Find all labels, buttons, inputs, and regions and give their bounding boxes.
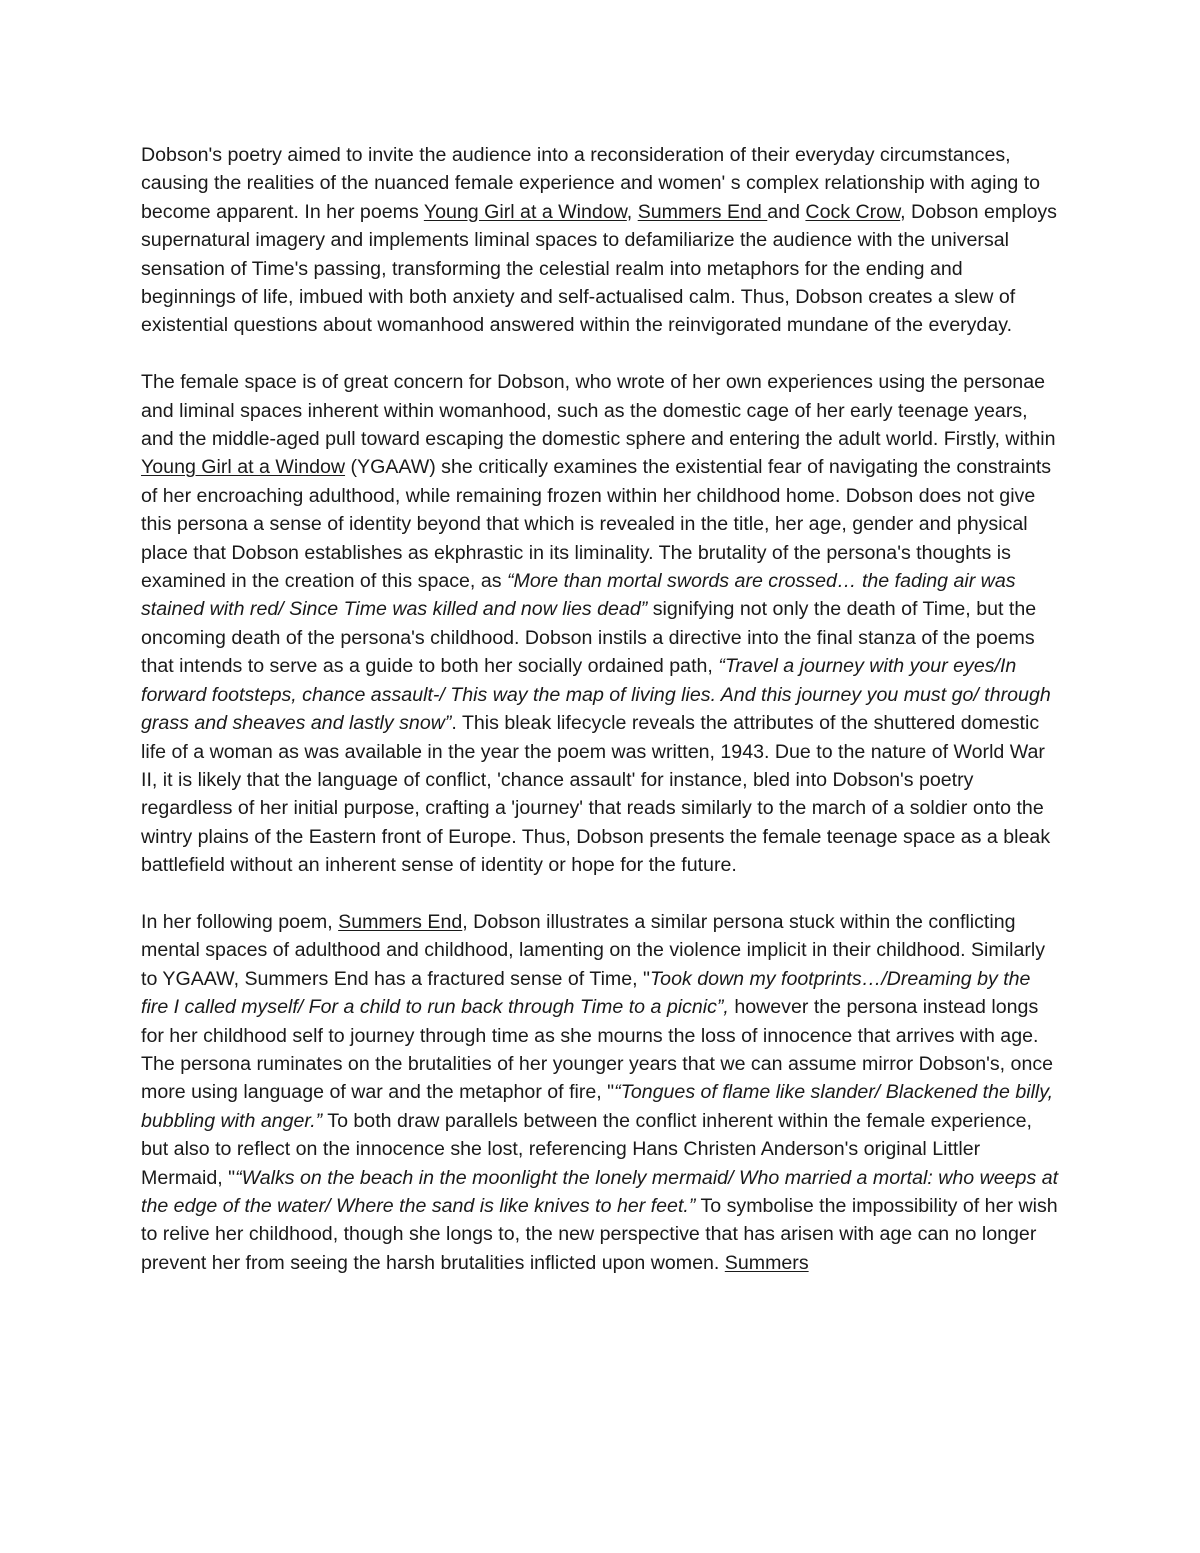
text-run: signifying not only the death of Time, but the oncoming death of the persona's childhood. Dobson instils a directive into the final stanza of the poems that intends to serve as a guide to both her socially ordained path, — [141, 598, 1037, 678]
quotation: “More than mortal swords are crossed… the fading air was stained with red/ Since Time was killed and now lies dead” — [141, 570, 1016, 621]
quotation: “Travel a journey with your eyes/In forward footsteps, chance assault-/ This way the map of living lies. And this journey you must go/ through grass and sheaves and lastly snow” — [141, 655, 1051, 735]
text-run: , Dobson employs supernatural imagery and implements liminal spaces to defamiliarize the audience with the universal sensation of Time's passing, transforming the celestial realm into metaphors for the ending and beginnings of life, imbued with both anxiety and self-actualised calm. Thus, Dobson creates a slew of existential questions about womanhood answered within the reinvigorated mundane of the everyday. — [141, 200, 1057, 337]
poem-title: Cock Crow — [805, 200, 901, 223]
paragraph-3 — [141, 908, 1061, 1277]
quotation: “Walks on the beach in the moonlight the lonely mermaid/ Who married a mortal: who weeps at the edge of the water/ Where the sand is like knives to her feet.” — [141, 1166, 1059, 1217]
text-run: In her following poem, — [141, 910, 339, 933]
text-run: , Dobson illustrates a similar persona stuck within the conflicting mental spaces of adulthood and childhood, lamenting on the violence implicit in their childhood. Similarly to YGAAW, Summers End has a fractured sense of Time, " — [141, 910, 1046, 990]
poem-title: Summers — [724, 1251, 809, 1274]
poem-title: Young Girl at a Window — [423, 200, 627, 223]
poem-title: Summers End — [338, 910, 463, 933]
text-run: The female space is of great concern for Dobson, who wrote of her own experiences using the personae and liminal spaces inherent within womanhood, such as the domestic cage of her early teenage years, and the middle-aged pull toward escaping the domestic sphere and entering the adult world. Firstly, within — [141, 371, 1056, 451]
paragraph-2 — [141, 368, 1061, 879]
text-run: however the persona instead longs for her childhood self to journey through time as she mourns the loss of innocence that arrives with age. The persona ruminates on the brutalities of her younger years that we can assume mirror Dobson's, once more using language of war and the metaphor of fire, " — [141, 996, 1054, 1104]
quotation: Took down my footprints…/Dreaming by the fire I called myself/ For a child to run back through Time to a picnic”, — [141, 967, 1031, 1019]
text-run: (YGAAW) she critically examines the existential fear of navigating the constraints of her encroaching adulthood, while remaining frozen within her childhood home. Dobson does not give this persona a sense of identity beyond that which is revealed in the title, her age, gender and physical place that Dobson establishes as ekphrastic in its liminality. The brutality of the persona's thoughts is examined in the creation of this space, as — [141, 456, 1052, 593]
text-run: To symbolise the impossibility of her wish to relive her childhood, though she longs to, the new perspective that has arisen with age can no longer prevent her from seeing the harsh brutalities inflicted upon women. — [141, 1195, 1058, 1274]
text-run: To both draw parallels between the conflict inherent within the female experience, but also to reflect on the innocence she lost, referencing Hans Christen Anderson's original Littler Mermaid, " — [141, 1109, 1032, 1189]
document-page — [141, 141, 1061, 1277]
text-run: Dobson's poetry aimed to invite the audience into a reconsideration of their everyday circumstances, causing the realities of the nuanced female experience and women' s complex relationship with aging to become apparent. In her poems — [141, 144, 1041, 223]
poem-title: Young Girl at a Window — [141, 456, 346, 479]
text-run: and — [767, 200, 806, 223]
poem-title: Summers End — [637, 200, 768, 223]
quotation: “Tongues of flame like slander/ Blackened the billy, bubbling with anger.” — [141, 1081, 1054, 1132]
text-run: , — [626, 200, 638, 223]
paragraph-1 — [141, 141, 1061, 340]
text-run: . This bleak lifecycle reveals the attributes of the shuttered domestic life of a woman as was available in the year the poem was written, 1943. Due to the nature of World War II, it is likely that the language of conflict, 'chance assault' for instance, bled into Dobson's poetry regardless of her initial purpose, crafting a 'journey' that reads similarly to the march of a soldier onto the wintry plains of the Eastern front of Europe. Thus, Dobson presents the female teenage space as a bleak battlefield without an inherent sense of identity or hope for the future. — [141, 712, 1051, 877]
